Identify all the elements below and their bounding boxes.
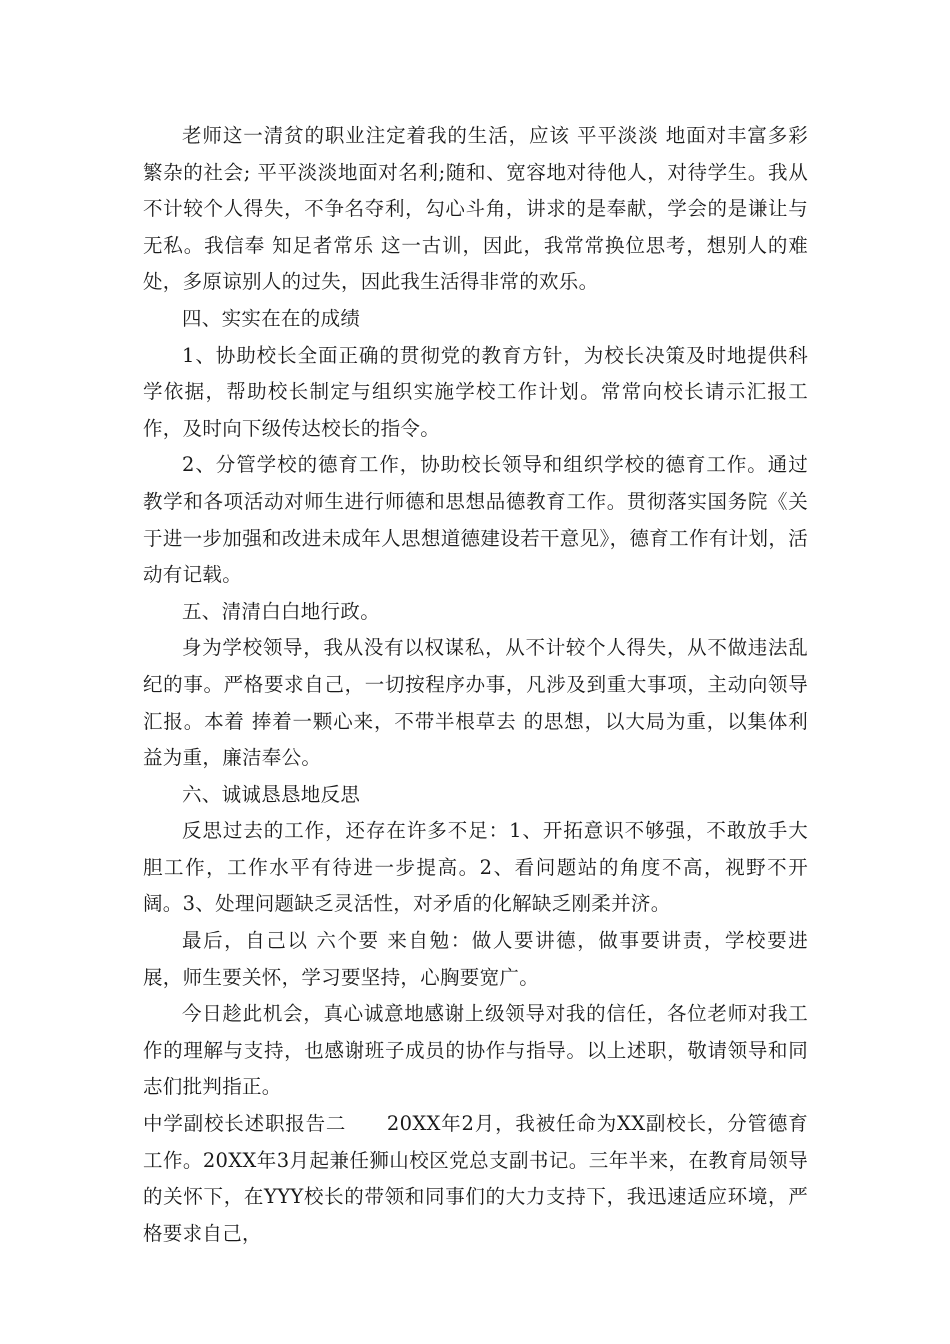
- document-body: [143, 118, 808, 1252]
- paragraph-achievement-1: 1、协助校长全面正确的贯彻党的教育方针，为校长决策及时地提供科学依据，帮助校长制定与组织实施学校工作计划。常常向校长请示汇报工作，及时向下级传达校长的指令。: [143, 343, 808, 440]
- paragraph-reflection: 反思过去的工作，还存在许多不足：1、开拓意识不够强，不敢放手大胆工作，工作水平有待进一步提高。2、看问题站的角度不高，视野不开阔。3、处理问题缺乏灵活性，对矛盾的化解缺乏刚柔并济。: [143, 819, 808, 916]
- section-heading-achievements: 四、实实在在的成绩: [182, 306, 361, 330]
- paragraph-achievement-2: 2、分管学校的德育工作，协助校长领导和组织学校的德育工作。通过教学和各项活动对师生进行师德和思想品德教育工作。贯彻落实国务院《关于进一步加强和改进未成年人思想道德建设若干意见》，德育工作有计划，活动有记载。: [143, 453, 808, 587]
- paragraph-report-two-intro: 中学副校长述职报告二 20XX年2月，我被任命为XX副校长，分管德育工作。20XX年3月起兼任狮山校区党总支副书记。三年半来，在教育局领导的关怀下，在YYY校长的带领和同事们的大力支持下，我迅速适应环境，严格要求自己，: [143, 1112, 808, 1245]
- paragraph-integrity: 身为学校领导，我从没有以权谋私，从不计较个人得失，从不做违法乱纪的事。严格要求自己，一切按程序办事，凡涉及到重大事项，主动向领导汇报。本着 捧着一颗心来，不带半根草去 的思想，以大局为重，以集体利益为重，廉洁奉公。: [143, 636, 808, 770]
- section-heading-integrity: 五、清清白白地行政。: [182, 599, 381, 623]
- paragraph-self-motto: 最后，自己以 六个要 来自勉：做人要讲德，做事要讲责，学校要进展，师生要关怀，学习要坚持，心胸要宽广。: [143, 929, 808, 989]
- section-heading-reflection: 六、诚诚恳恳地反思: [182, 782, 361, 806]
- paragraph-thanks: 今日趁此机会，真心诚意地感谢上级领导对我的信任，各位老师对我工作的理解与支持，也感谢班子成员的协作与指导。以上述职，敬请领导和同志们批判指正。: [143, 1002, 808, 1099]
- paragraph-attitude: 老师这一清贫的职业注定着我的生活，应该 平平淡淡 地面对丰富多彩繁杂的社会; 平平淡淡地面对名利;随和、宽容地对待他人，对待学生。我从不计较个人得失，不争名夺利，勾心斗角，讲求的是奉献，学会的是谦让与无私。我信奉 知足者常乐 这一古训，因此，我常常换位思考，想别人的难处，多原谅别人的过失，因此我生活得非常的欢乐。: [143, 124, 808, 294]
